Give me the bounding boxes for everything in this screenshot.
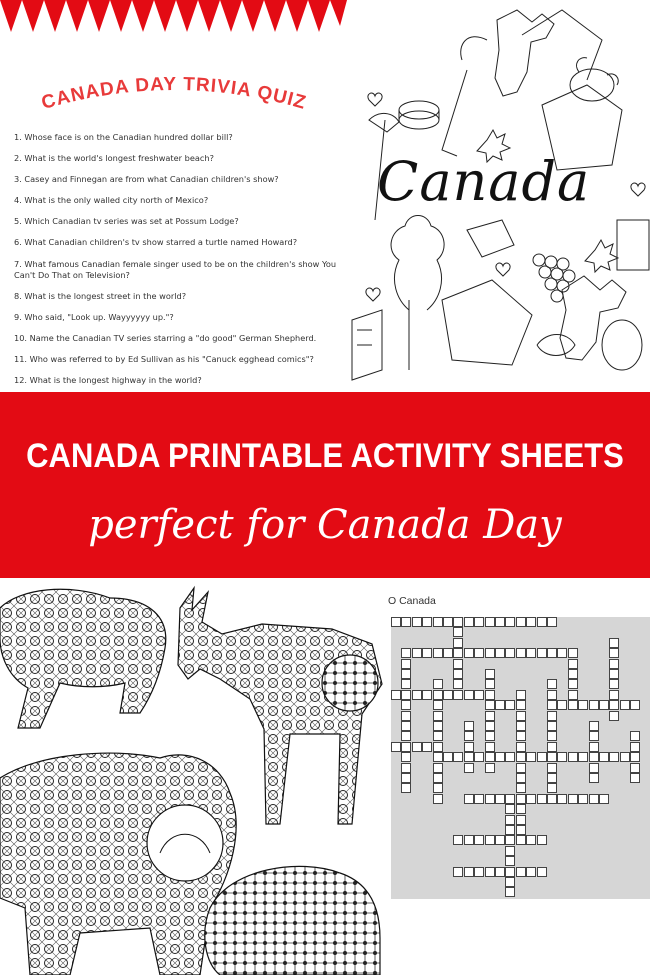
crossword-cell [464, 648, 474, 658]
crossword-cell [505, 804, 515, 814]
banner-subline: perfect for Canada Day [88, 502, 562, 548]
crossword-cell [589, 763, 599, 773]
crossword-cell [526, 617, 536, 627]
crossword-cell [485, 763, 495, 773]
crossword-cell [464, 721, 474, 731]
crossword-cell [495, 752, 505, 762]
crossword-cell [599, 794, 609, 804]
beaver-figure [205, 866, 380, 975]
crossword-sheet [388, 595, 650, 900]
crossword-cell [568, 679, 578, 689]
crossword-cell [589, 721, 599, 731]
crossword-cell [391, 617, 401, 627]
crossword-cell [516, 794, 526, 804]
crossword-cell [516, 835, 526, 845]
crossword-cell [433, 773, 443, 783]
crossword-cell [516, 721, 526, 731]
cougar-figure [0, 589, 166, 728]
crossword-cell [599, 752, 609, 762]
crossword-cell [495, 835, 505, 845]
crossword-cell [453, 690, 463, 700]
crossword-cell [537, 752, 547, 762]
crossword-cell [464, 794, 474, 804]
crossword-cell [464, 690, 474, 700]
crossword-cell [474, 648, 484, 658]
crossword-cell [453, 835, 463, 845]
quiz-question: 7. What famous Canadian female singer used to be on the children's show You Can't Do That on Television? [14, 258, 337, 280]
crossword-cell [547, 752, 557, 762]
crossword-cell [401, 679, 411, 689]
crossword-cell [557, 794, 567, 804]
quiz-question: 4. What is the only walled city north of Mexico? [14, 195, 209, 206]
crossword-cell [422, 690, 432, 700]
crossword-cell [505, 617, 515, 627]
quiz-question: 12. What is the longest highway in the world? [14, 375, 202, 386]
crossword-cell [589, 700, 599, 710]
animal-illustrations [0, 578, 380, 975]
crossword-cell [537, 867, 547, 877]
quiz-question: 11. Who was referred to by Ed Sullivan as his "Canuck egghead comics"? [14, 353, 314, 364]
crossword-cell [537, 617, 547, 627]
crossword-cell [547, 690, 557, 700]
crossword-cell [464, 742, 474, 752]
crossword-cell [412, 617, 422, 627]
crossword-cell [547, 700, 557, 710]
crossword-cell [557, 648, 567, 658]
crossword-cell [516, 815, 526, 825]
crossword-cell [505, 835, 515, 845]
crossword-cell [505, 846, 515, 856]
crossword-cell [422, 617, 432, 627]
crossword-cell [630, 752, 640, 762]
crossword-cell [578, 700, 588, 710]
crossword-cell [433, 783, 443, 793]
crossword-cell [547, 742, 557, 752]
crossword-cell [412, 690, 422, 700]
crossword-cell [609, 638, 619, 648]
crossword-cell [464, 731, 474, 741]
crossword-cell [485, 679, 495, 689]
crossword-cell [453, 669, 463, 679]
crossword-cell [516, 763, 526, 773]
crossword-cell [495, 617, 505, 627]
crossword-cell [589, 742, 599, 752]
crossword-cell [401, 731, 411, 741]
crossword-cell [516, 742, 526, 752]
crossword-cell [609, 669, 619, 679]
crossword-cell [505, 856, 515, 866]
crossword-cell [433, 690, 443, 700]
crossword-cell [547, 783, 557, 793]
crossword-cell [505, 648, 515, 658]
crossword-cell [495, 700, 505, 710]
crossword-cell [505, 815, 515, 825]
crossword-cell [516, 731, 526, 741]
crossword-cell [401, 648, 411, 658]
crossword-cell [630, 763, 640, 773]
crossword-cell [516, 783, 526, 793]
crossword-cell [485, 742, 495, 752]
crossword-cell [516, 711, 526, 721]
crossword-cell [485, 835, 495, 845]
crossword-cell [453, 648, 463, 658]
crossword-cell [453, 617, 463, 627]
banner-headline: CANADA PRINTABLE ACTIVITY SHEETS [26, 435, 624, 476]
crossword-cell [568, 794, 578, 804]
crossword-cell [485, 867, 495, 877]
crossword-cell [516, 867, 526, 877]
crossword-cell [609, 752, 619, 762]
crossword-cell [568, 669, 578, 679]
crossword-cell [433, 721, 443, 731]
crossword-cell [474, 794, 484, 804]
crossword-cell [589, 773, 599, 783]
pennant-bunting [0, 0, 347, 60]
crossword-cell [464, 752, 474, 762]
bear-face-medallion [147, 805, 223, 881]
crossword-cell [505, 752, 515, 762]
crossword-cell [589, 794, 599, 804]
crossword-cell [547, 731, 557, 741]
title-banner [0, 392, 650, 578]
crossword-cell [453, 752, 463, 762]
crossword-cell [620, 700, 630, 710]
quiz-question: 6. What Canadian children's tv show starred a turtle named Howard? [14, 237, 298, 248]
crossword-cell [433, 617, 443, 627]
crossword-cell [401, 669, 411, 679]
crossword-cell [609, 659, 619, 669]
crossword-cell [537, 648, 547, 658]
crossword-cell [443, 648, 453, 658]
crossword-cell [505, 794, 515, 804]
crossword-cell [568, 752, 578, 762]
crossword-cell [516, 690, 526, 700]
crossword-cell [464, 835, 474, 845]
crossword-cell [557, 700, 567, 710]
crossword-cell [422, 742, 432, 752]
crossword-cell [401, 711, 411, 721]
crossword-cell [547, 794, 557, 804]
crossword-cell [401, 700, 411, 710]
quiz-title [0, 70, 347, 120]
crossword-cell [485, 690, 495, 700]
crossword-cell [547, 617, 557, 627]
crossword-cell [609, 679, 619, 689]
animal-coloring-sheets [0, 578, 380, 975]
crossword-cell [401, 659, 411, 669]
crossword-cell [433, 648, 443, 658]
crossword-cell [401, 690, 411, 700]
crossword-cell [433, 763, 443, 773]
crossword-cell [495, 794, 505, 804]
crossword-cell [568, 700, 578, 710]
crossword-cell [516, 825, 526, 835]
crossword-cell [401, 773, 411, 783]
crossword-cell [433, 742, 443, 752]
quiz-question: 5. Which Canadian tv series was set at Possum Lodge? [14, 216, 239, 227]
quiz-question: 8. What is the longest street in the world? [14, 290, 187, 301]
crossword-cell [516, 773, 526, 783]
crossword-cell [401, 752, 411, 762]
crossword-cell [474, 752, 484, 762]
crossword-cell [391, 742, 401, 752]
crossword-cell [495, 648, 505, 658]
crossword-cell [433, 731, 443, 741]
crossword-cell [401, 721, 411, 731]
crossword-cell [474, 690, 484, 700]
crossword-cell [547, 773, 557, 783]
crossword-cell [485, 648, 495, 658]
crossword-cell [578, 752, 588, 762]
crossword-cell [433, 711, 443, 721]
crossword-cell [630, 731, 640, 741]
crossword-cell [443, 752, 453, 762]
crossword-cell [547, 763, 557, 773]
crossword-cell [568, 648, 578, 658]
quiz-question: 10. Name the Canadian TV series starring a "do good" German Shepherd. [14, 332, 317, 343]
crossword-cell [630, 742, 640, 752]
crossword-cell [443, 617, 453, 627]
crossword-cell [537, 794, 547, 804]
crossword-cell [433, 752, 443, 762]
crossword-title: O Canada [388, 595, 436, 607]
crossword-cell [401, 763, 411, 773]
crossword-cell [630, 700, 640, 710]
quiz-question: 3. Casey and Finnegan are from what Canadian children's show? [14, 174, 279, 185]
crossword-cell [578, 794, 588, 804]
crossword-cell [485, 721, 495, 731]
crossword-cell [516, 648, 526, 658]
crossword-cell [589, 731, 599, 741]
crossword-cell [547, 711, 557, 721]
crossword-cell [526, 794, 536, 804]
crossword-cell [609, 690, 619, 700]
caribou-medallion [322, 655, 378, 711]
crossword-cell [401, 617, 411, 627]
crossword-cell [609, 648, 619, 658]
crossword-cell [485, 700, 495, 710]
crossword-cell [464, 763, 474, 773]
crossword-cell [547, 679, 557, 689]
crossword-cell [453, 659, 463, 669]
coloring-title-word: Canada [377, 150, 591, 213]
crossword-cell [485, 731, 495, 741]
crossword-cell [412, 648, 422, 658]
crossword-cell [516, 617, 526, 627]
crossword-cell [568, 659, 578, 669]
crossword-cell [485, 617, 495, 627]
crossword-cell [433, 679, 443, 689]
crossword-cell [516, 804, 526, 814]
crossword-cell [453, 627, 463, 637]
crossword-cell [474, 835, 484, 845]
crossword-cell [453, 679, 463, 689]
crossword-cell [537, 835, 547, 845]
crossword-cell [620, 752, 630, 762]
quiz-question: 2. What is the world's longest freshwater beach? [14, 153, 214, 164]
crossword-cell [464, 617, 474, 627]
crossword-cell [505, 867, 515, 877]
crossword-cell [609, 700, 619, 710]
crossword-cell [589, 752, 599, 762]
crossword-cell [453, 638, 463, 648]
crossword-cell [526, 835, 536, 845]
crossword-grid [391, 617, 650, 899]
crossword-cell [412, 742, 422, 752]
quiz-question: 1. Whose face is on the Canadian hundred dollar bill? [14, 132, 233, 142]
crossword-cell [443, 690, 453, 700]
crossword-cell [526, 648, 536, 658]
crossword-cell [453, 867, 463, 877]
crossword-cell [505, 887, 515, 897]
crossword-cell [422, 648, 432, 658]
trivia-quiz-sheet [0, 0, 347, 392]
crossword-cell [464, 867, 474, 877]
canada-coloring-page [347, 0, 650, 392]
crossword-cell [474, 867, 484, 877]
crossword-cell [557, 752, 567, 762]
crossword-cell [401, 742, 411, 752]
crossword-cell [609, 711, 619, 721]
crossword-cell [526, 752, 536, 762]
crossword-cell [485, 669, 495, 679]
crossword-cell [505, 700, 515, 710]
crossword-cell [516, 752, 526, 762]
crossword-cell [433, 700, 443, 710]
crossword-cell [391, 690, 401, 700]
crossword-cell [630, 773, 640, 783]
crossword-cell [547, 721, 557, 731]
crossword-cell [485, 752, 495, 762]
svg-text:CANADA DAY TRIVIA QUIZ: CANADA DAY TRIVIA QUIZ [39, 73, 309, 114]
crossword-cell [474, 617, 484, 627]
crossword-cell [505, 825, 515, 835]
crossword-cell [433, 794, 443, 804]
crossword-cell [485, 794, 495, 804]
crossword-cell [401, 783, 411, 793]
crossword-cell [547, 648, 557, 658]
crossword-cell [505, 877, 515, 887]
crossword-cell [526, 867, 536, 877]
crossword-cell [568, 690, 578, 700]
crossword-cell [485, 711, 495, 721]
quiz-question: 9. Who said, "Look up. Wayyyyyy up."? [14, 311, 174, 322]
crossword-cell [516, 700, 526, 710]
crossword-cell [599, 700, 609, 710]
crossword-cell [495, 867, 505, 877]
